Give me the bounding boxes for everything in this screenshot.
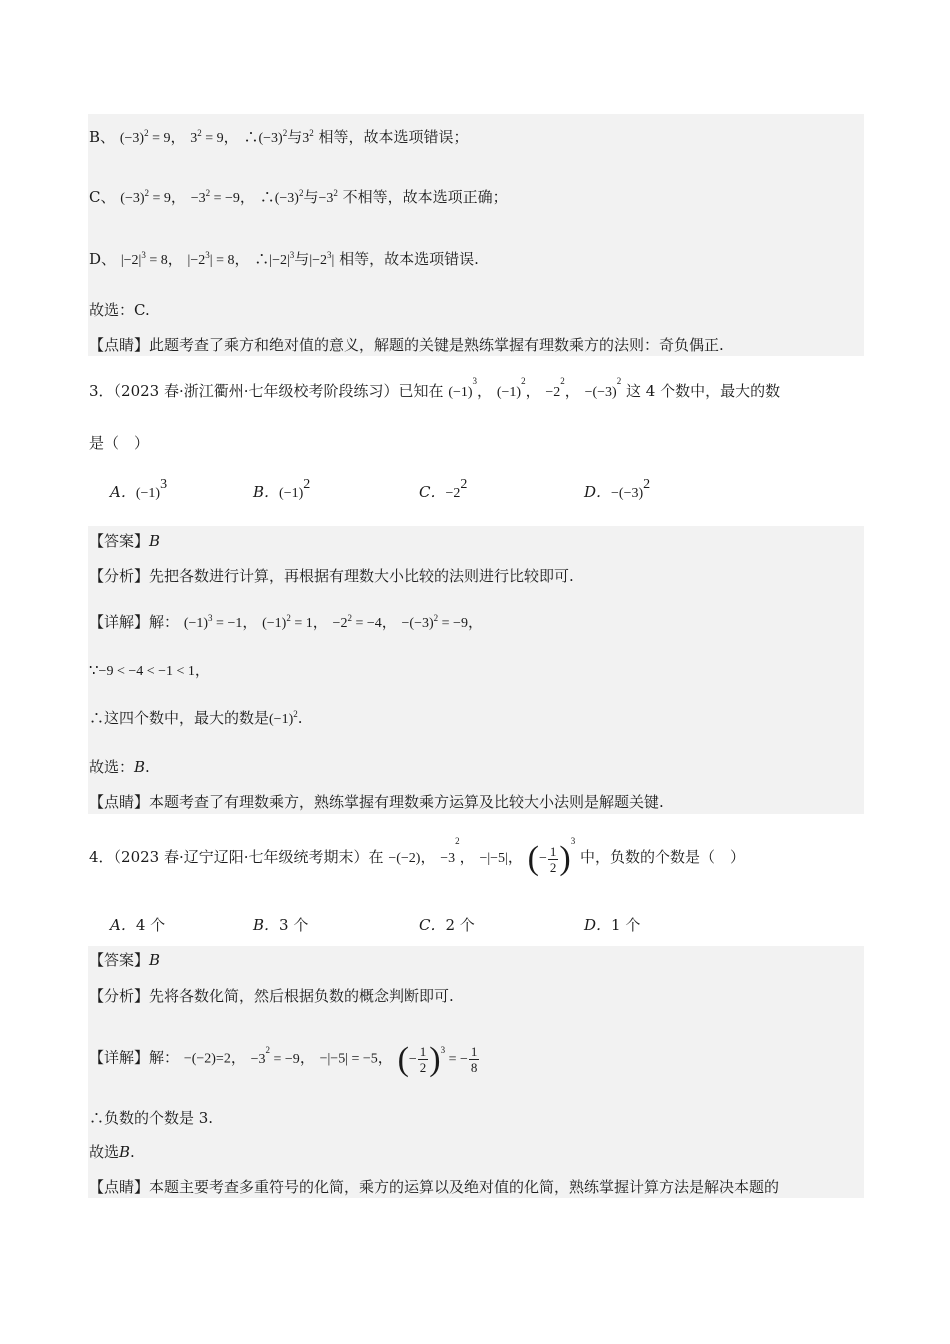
q4-choice: 故选B.	[89, 1143, 135, 1161]
q4-option-b: B．3 个	[253, 916, 309, 934]
q4-result: ∴负数的个数是 3.	[89, 1109, 214, 1127]
q3-stem-cont: 是（ ）	[89, 434, 150, 452]
q3-option-d: D．$-(-3)^2$	[584, 477, 651, 501]
q3-detail: 【详解】解： $(-1)^3 = -1$， $(-1)^2 = 1$， $-2^2 = -4$， $-(-3)^2 = -9$，	[89, 613, 483, 631]
q4-option-a: A．4 个	[110, 916, 166, 934]
q3-comment: 【点睛】本题考查了有理数乘方，熟练掌握有理数乘方运算及比较大小法则是解题关键.	[89, 793, 664, 811]
prev-choice: 故选：C.	[89, 301, 150, 319]
q3-stem: 3．（2023 春·浙江衢州·七年级校考阶段练习）已知在 $(-1)^3$， $(-1)^2$， $-2^2$， $-(-3)^2$ 这 4 个数中，最大的数	[89, 376, 781, 400]
q4-comment: 【点睛】本题主要考查多重符号的化简，乘方的运算以及绝对值的化简，熟练掌握计算方法是解决本题的	[89, 1178, 780, 1196]
prev-solution-panel	[88, 114, 864, 356]
q4-stem: 4．（2023 春·辽宁辽阳·七年级统考期末）在 −(−2)， $-3^2$， −|−5|， (− $\frac{1}{2}$ )$^3$ 中，负数的个数是（ ）	[89, 836, 745, 877]
prev-comment: 【点睛】此题考查了乘方和绝对值的意义，解题的关键是熟练掌握有理数乘方的法则：奇负偶正.	[89, 336, 724, 354]
q3-answer: 【答案】B	[89, 532, 161, 550]
solution-option-c: C、 $(-3)^2 = 9$， $-3^2 = -9$， $\therefore(-3)^2$与$-3^2$ 不相等，故本选项正确；	[89, 188, 508, 206]
q4-option-c: C．2 个	[419, 916, 475, 934]
q3-option-a: A．$(-1)^3$	[110, 477, 168, 501]
solution-option-d: D、 $|-2|^3 = 8$， $|-2^3| = 8$， $\therefore|-2|^3$与$|-2^3|$ 相等，故本选项错误.	[89, 250, 479, 268]
solution-option-b: B、 $(-3)^2 = 9$， $3^2 = 9$， $\therefore(-3)^2$与$3^2$ 相等，故本选项错误；	[89, 128, 469, 146]
q3-analysis: 【分析】先把各数进行计算，再根据有理数大小比较的法则进行比较即可.	[89, 567, 574, 585]
q3-option-b: B．$(-1)^2$	[253, 477, 311, 501]
q4-analysis: 【分析】先将各数化简，然后根据负数的概念判断即可.	[89, 987, 454, 1005]
q4-answer: 【答案】B	[89, 951, 161, 969]
q4-detail: 【详解】解： −(−2)=2， $-3^2 = -9$， −|−5| = −5， (− $\frac{1}{2}$ )$^3$ = − $\frac{1}{8}$	[89, 1040, 478, 1078]
q3-conclusion: ∴这四个数中，最大的数是$(-1)^2$.	[89, 709, 303, 727]
q3-option-c: C．$-2^2$	[419, 477, 468, 501]
q3-inequality: ∵−9 < −4 < −1 < 1，	[89, 661, 210, 679]
q3-choice: 故选：B.	[89, 758, 150, 776]
q4-option-d: D．1 个	[584, 916, 641, 934]
